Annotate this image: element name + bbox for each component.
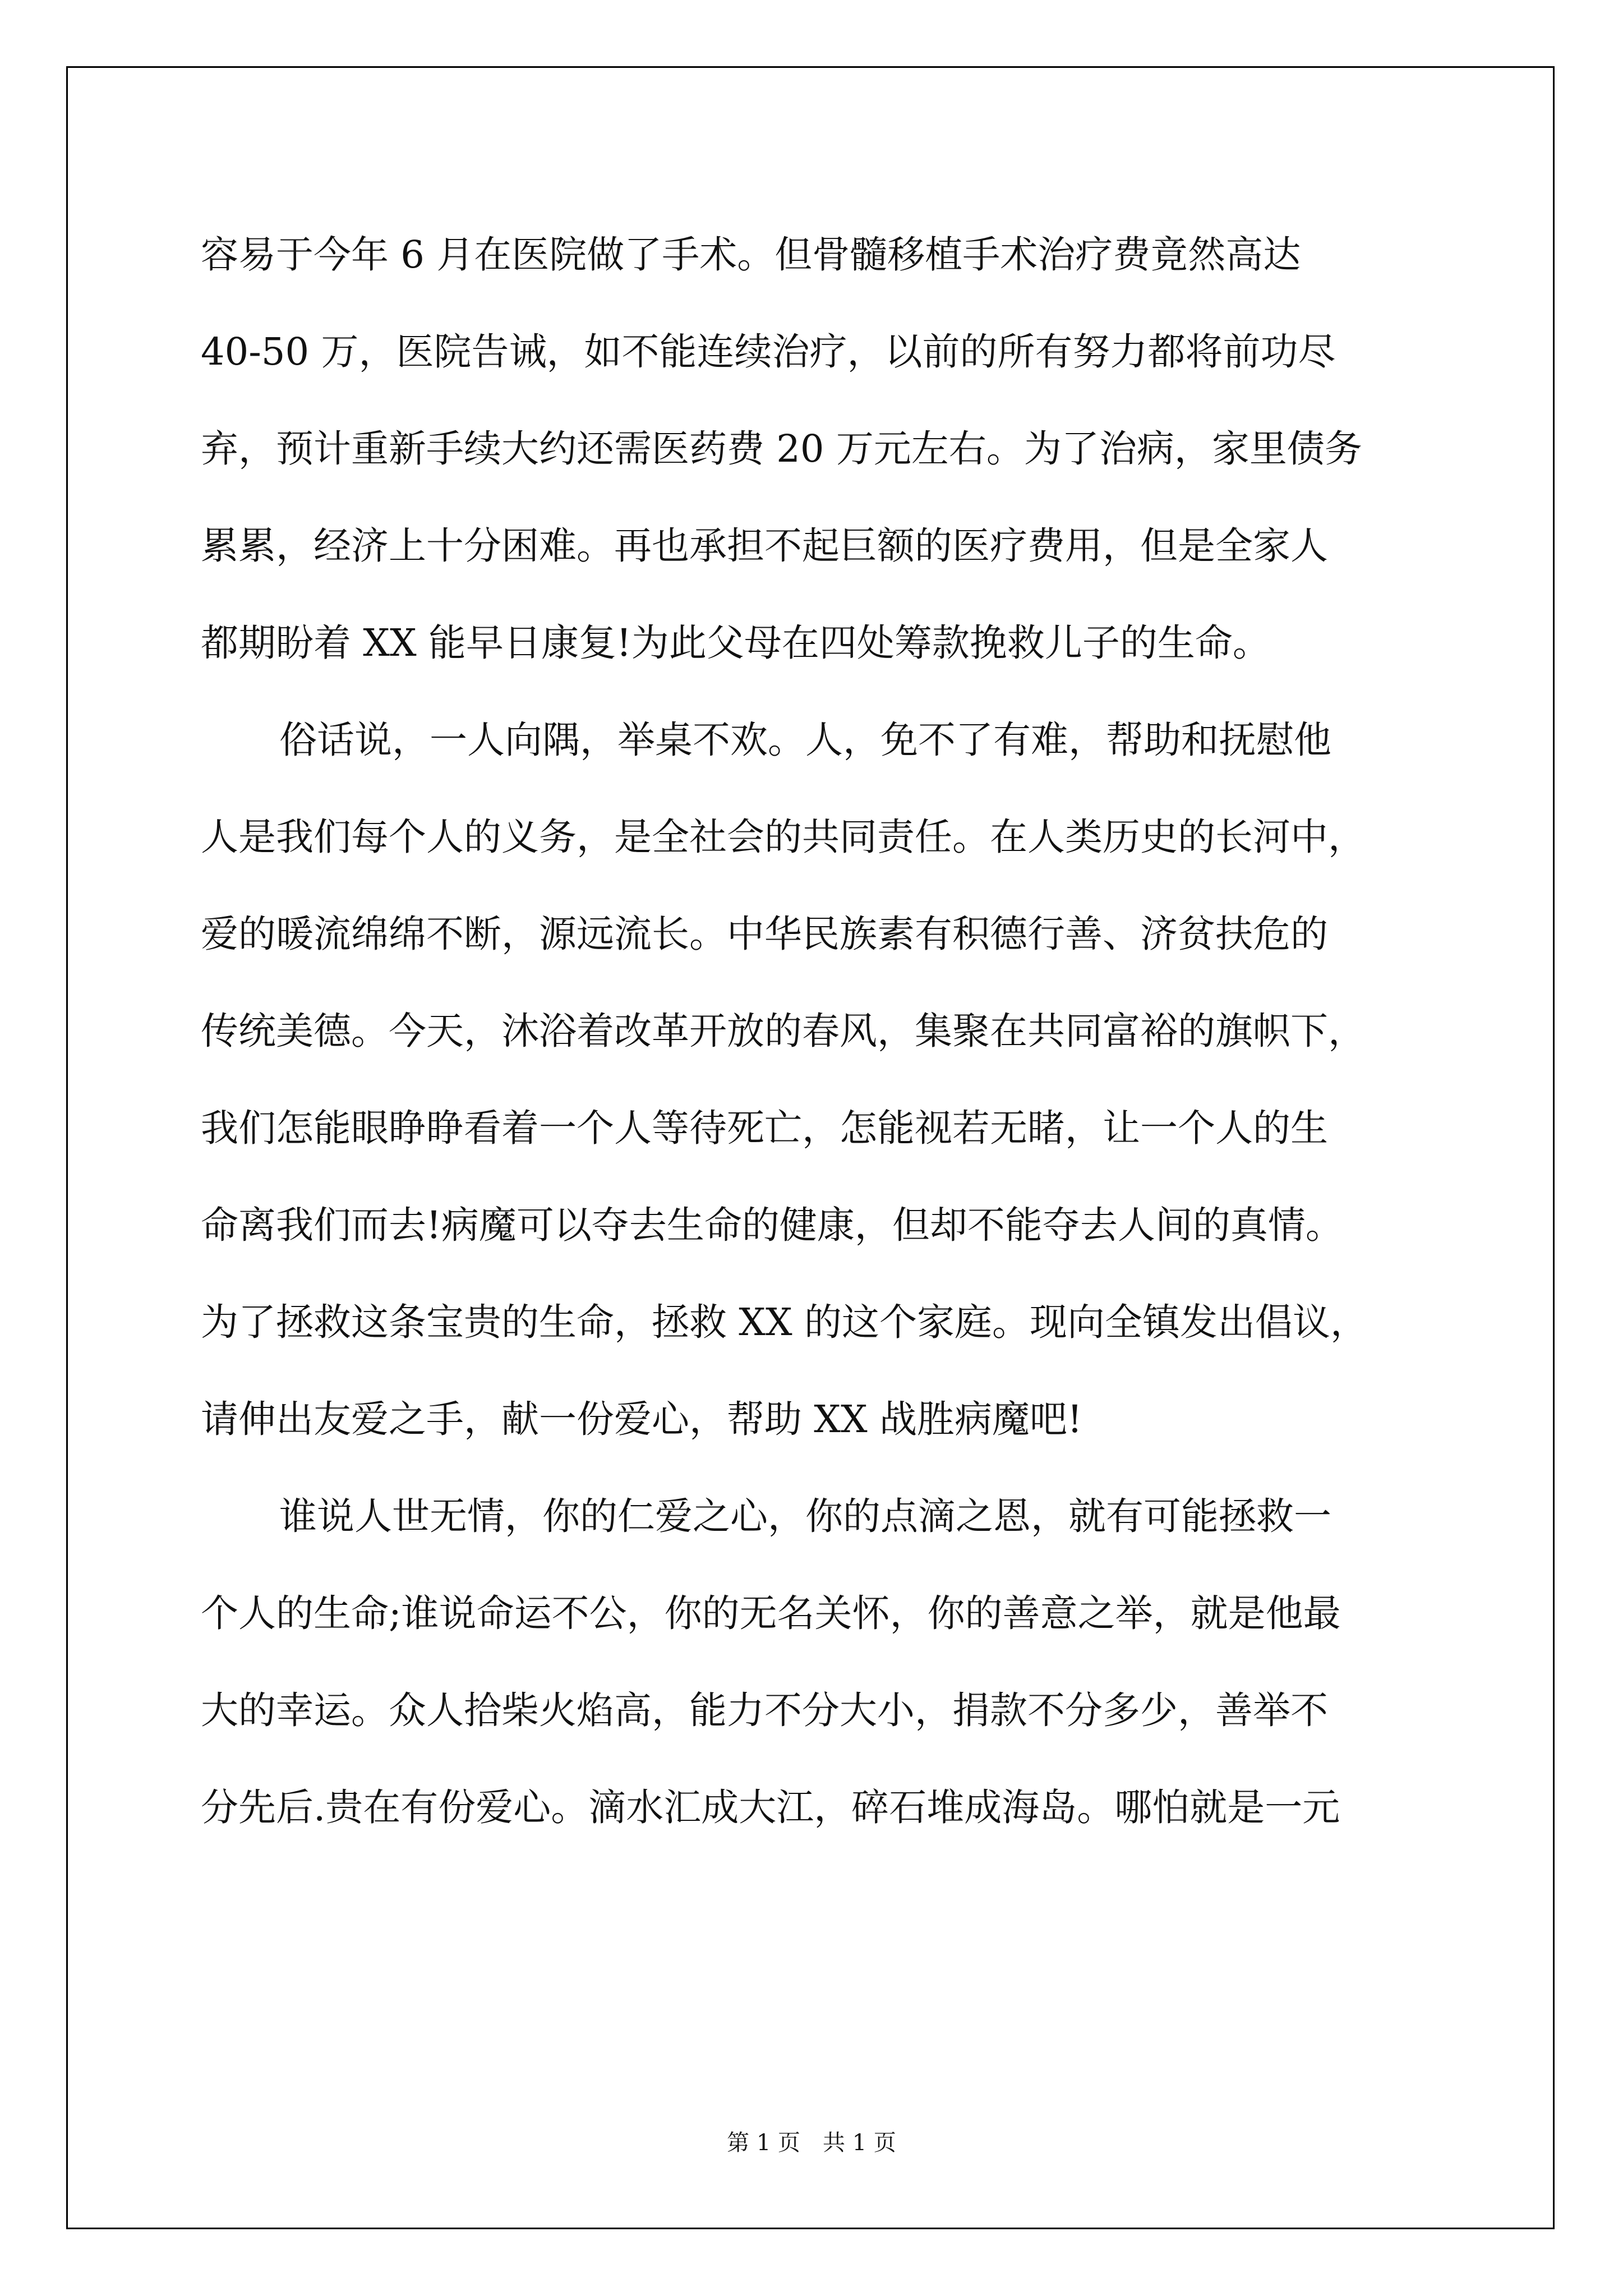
- paragraph-2-line-7: 为了拯救这条宝贵的生命，拯救 XX 的这个家庭。现向全镇发出倡议，: [201, 1300, 1368, 1344]
- paragraph-3-line-2: 个人的生命;谁说命运不公，你的无名关怀，你的善意之举，就是他最: [201, 1591, 1341, 1635]
- paragraph-1-line-1: 容易于今年 6 月在医院做了手术。但骨髓移植手术治疗费竟然高达: [201, 233, 1301, 277]
- page-number-label: 第 1 页 共 1 页: [727, 2130, 896, 2156]
- paragraph-2-line-6: 命离我们而去!病魔可以夺去生命的健康，但却不能夺去人间的真情。: [201, 1203, 1343, 1247]
- paragraph-2-line-8: 请伸出友爱之手，献一份爱心，帮助 XX 战胜病魔吧!: [201, 1397, 1082, 1441]
- paragraph-1-line-3: 弃，预计重新手续大约还需医药费 20 万元左右。为了治病，家里债务: [201, 427, 1362, 471]
- paragraph-3-line-4: 分先后.贵在有份爱心。滴水汇成大江，碎石堆成海岛。哪怕就是一元: [201, 1786, 1340, 1829]
- paragraph-3-line-3: 大的幸运。众人拾柴火焰高，能力不分大小，捐款不分多少，善举不: [201, 1688, 1328, 1732]
- paragraph-2-line-3: 爱的暖流绵绵不断，源远流长。中华民族素有积德行善、济贫扶危的: [201, 912, 1328, 956]
- document-body: [201, 206, 1435, 1856]
- paragraph-1-line-2: 40-50 万，医院告诫，如不能连续治疗，以前的所有努力都将前功尽: [201, 330, 1336, 374]
- paragraph-2-line-5: 我们怎能眼睁睁看着一个人等待死亡，怎能视若无睹，让一个人的生: [201, 1106, 1328, 1150]
- paragraph-1-line-4: 累累，经济上十分困难。再也承担不起巨额的医疗费用，但是全家人: [201, 524, 1328, 568]
- page-footer: [0, 2125, 1623, 2157]
- paragraph-1-line-5: 都期盼着 XX 能早日康复!为此父母在四处筹款挽救儿子的生命。: [201, 621, 1270, 665]
- paragraph-2-line-1: 俗话说，一人向隅，举桌不欢。人，免不了有难，帮助和抚慰他: [279, 718, 1331, 762]
- paragraph-3-line-1: 谁说人世无情，你的仁爱之心，你的点滴之恩，就有可能拯救一: [279, 1494, 1331, 1538]
- paragraph-2-line-4: 传统美德。今天，沐浴着改革开放的春风，集聚在共同富裕的旗帜下，: [201, 1009, 1366, 1053]
- paragraph-2-line-2: 人是我们每个人的义务，是全社会的共同责任。在人类历史的长河中，: [201, 815, 1366, 859]
